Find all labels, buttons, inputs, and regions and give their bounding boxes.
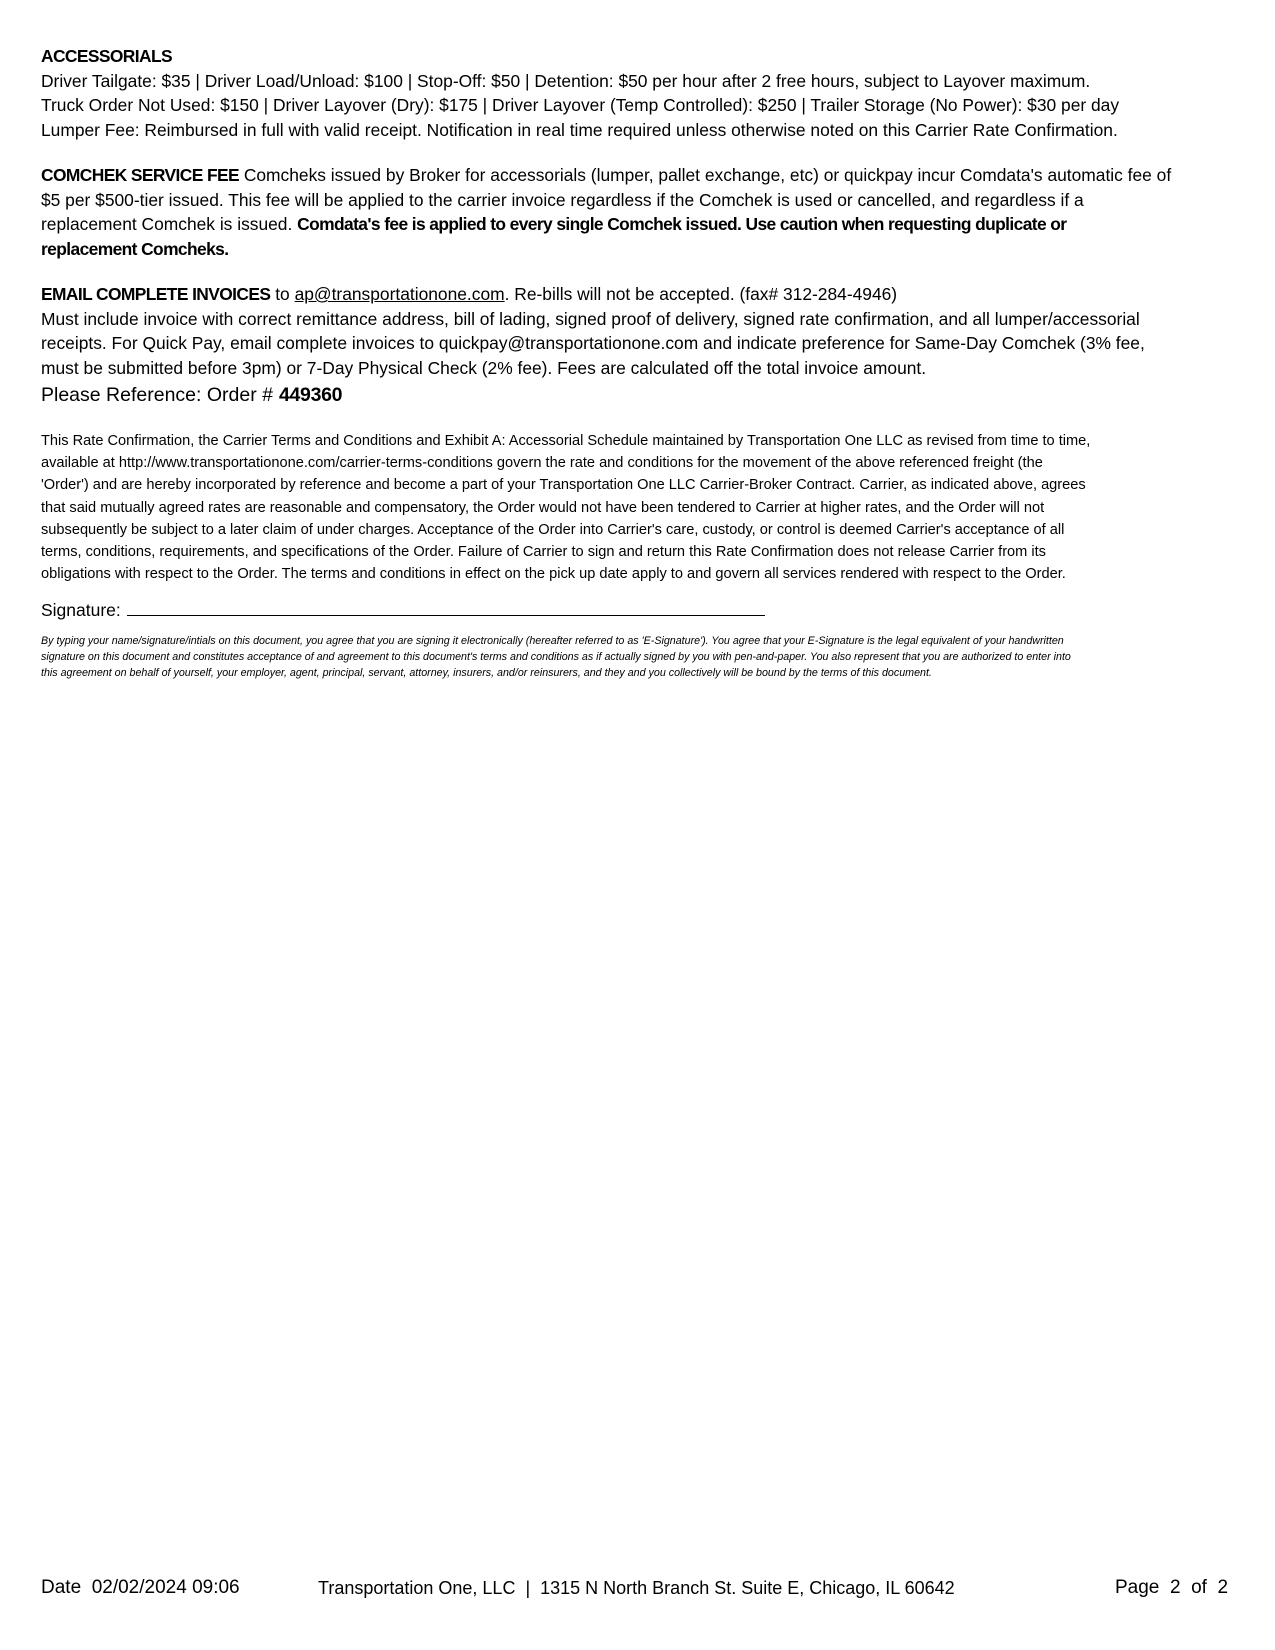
footer-page-label: Page (1115, 1577, 1160, 1598)
footer-date (41, 1575, 240, 1601)
invoices-heading: EMAIL COMPLETE INVOICES (41, 284, 271, 304)
invoices-text: . Re-bills will not be accepted. (fax# 312-284-4946) (504, 284, 898, 304)
terms-line: 'Order') and are hereby incorporated by reference and become a part of your Transportation One LLC Carrier-Broker Contract. Carrier, as indicated above, agrees (41, 477, 1086, 494)
comchek-warning: replacement Comcheks. (41, 238, 229, 259)
order-reference-label: Please Reference: Order # (41, 384, 273, 406)
comchek-text: $5 per $500-tier issued. This fee will be applied to the carrier invoice regardless if the Comchek is used or cancelled, and regardless if a (41, 189, 1084, 210)
signature-label: Signature: (41, 600, 121, 620)
footer-date-label: Date (41, 1577, 82, 1598)
invoices-section (41, 282, 1236, 380)
esignature-line: By typing your name/signature/intials on this document, you agree that you are signing it electronically (hereafter referred to as 'E-Signature'). You agree that your E-Signature is the legal equivalent of your handwritten (41, 635, 1064, 647)
accessorials-line: Driver Tailgate: $35 | Driver Load/Unload: $100 | Stop-Off: $50 | Detention: $50 per hour after 2 free hours, subject to Layover maximum. (41, 70, 1091, 91)
accessorials-heading: ACCESSORIALS (41, 46, 172, 66)
terms-line: that said mutually agreed rates are reasonable and compensatory, the Order would not have been tendered to Carrier at higher rates, and the Order will not (41, 499, 1045, 516)
footer-page-of: of (1191, 1577, 1207, 1598)
accessorials-line: Lumper Fee: Reimbursed in full with valid receipt. Notification in real time required unless otherwise noted on this Carrier Rate Confirmation. (41, 119, 1118, 140)
invoices-text: receipts. For Quick Pay, email complete invoices to quickpay@transportationone.com and indicate preference for Same-Day Comchek (3% fee, (41, 333, 1145, 354)
invoices-text: Must include invoice with correct remittance address, bill of lading, signed proof of delivery, signed rate confirmation, and all lumper/accessorial (41, 308, 1140, 329)
terms-line: available at http://www.transportationone.com/carrier-terms-conditions govern the rate and conditions for the movement of the above referenced freight (the (41, 455, 1043, 472)
invoice-email-link[interactable]: ap@transportationone.com (294, 284, 505, 304)
accessorials-line: Truck Order Not Used: $150 | Driver Layover (Dry): $175 | Driver Layover (Temp Controlled): $250 | Trailer Storage (No Power): $30 per day (41, 95, 1120, 116)
comchek-warning: Comdata's fee is applied to every single Comchek issued. Use caution when requesting duplicate or (297, 214, 1067, 235)
accessorials-section (41, 44, 1236, 142)
signature-line[interactable] (127, 599, 765, 616)
comchek-text: Comcheks issued by Broker for accessorials (lumper, pallet exchange, etc) or quickpay incur Comdata's automatic fee of (243, 165, 1172, 185)
terms-line: terms, conditions, requirements, and specifications of the Order. Failure of Carrier to sign and return this Rate Confirmation does not release Carrier from its (41, 544, 1046, 561)
invoices-text: must be submitted before 3pm) or 7-Day Physical Check (2% fee). Fees are calculated off the total invoice amount. (41, 357, 927, 378)
comchek-text: replacement Comchek is issued. (41, 214, 293, 235)
esignature-line: this agreement on behalf of yourself, your employer, agent, principal, servant, attorney, insurers, and/or reinsurers, and they and you collectively will be bound by the terms of this document. (41, 667, 932, 680)
terms-line: obligations with respect to the Order. The terms and conditions in effect on the pick up date apply to and govern all services rendered with respect to the Order. (41, 566, 1066, 583)
footer-date-value: 02/02/2024 09:06 (91, 1577, 240, 1598)
order-reference (41, 382, 1236, 408)
signature-row (41, 598, 1236, 622)
footer-page-number (1115, 1575, 1228, 1601)
footer-page-total: 2 (1217, 1577, 1229, 1598)
terms-line: This Rate Confirmation, the Carrier Terms and Conditions and Exhibit A: Accessorial Schedule maintained by Transportation One LLC as revised from time to time, (41, 433, 1091, 449)
comchek-heading: COMCHEK SERVICE FEE (41, 165, 239, 185)
footer-page-current: 2 (1169, 1577, 1181, 1598)
terms-paragraph (41, 430, 1236, 585)
esignature-notice (41, 633, 1236, 682)
esignature-line: signature on this document and constitutes acceptance of and agreement to this document's terms and conditions as if actually signed by you with pen-and-paper. You also represent that you are authorized to enter into (41, 651, 1071, 664)
order-number: 449360 (278, 384, 343, 406)
terms-line: subsequently be subject to a later claim of under charges. Acceptance of the Order into Carrier's care, custody, or control is deemed Carrier's acceptance of all (41, 521, 1065, 538)
footer-company: Transportation One, LLC | 1315 N North Branch St. Suite E, Chicago, IL 60642 (318, 1578, 955, 1598)
comchek-section (41, 163, 1236, 261)
invoices-to: to (275, 284, 290, 304)
